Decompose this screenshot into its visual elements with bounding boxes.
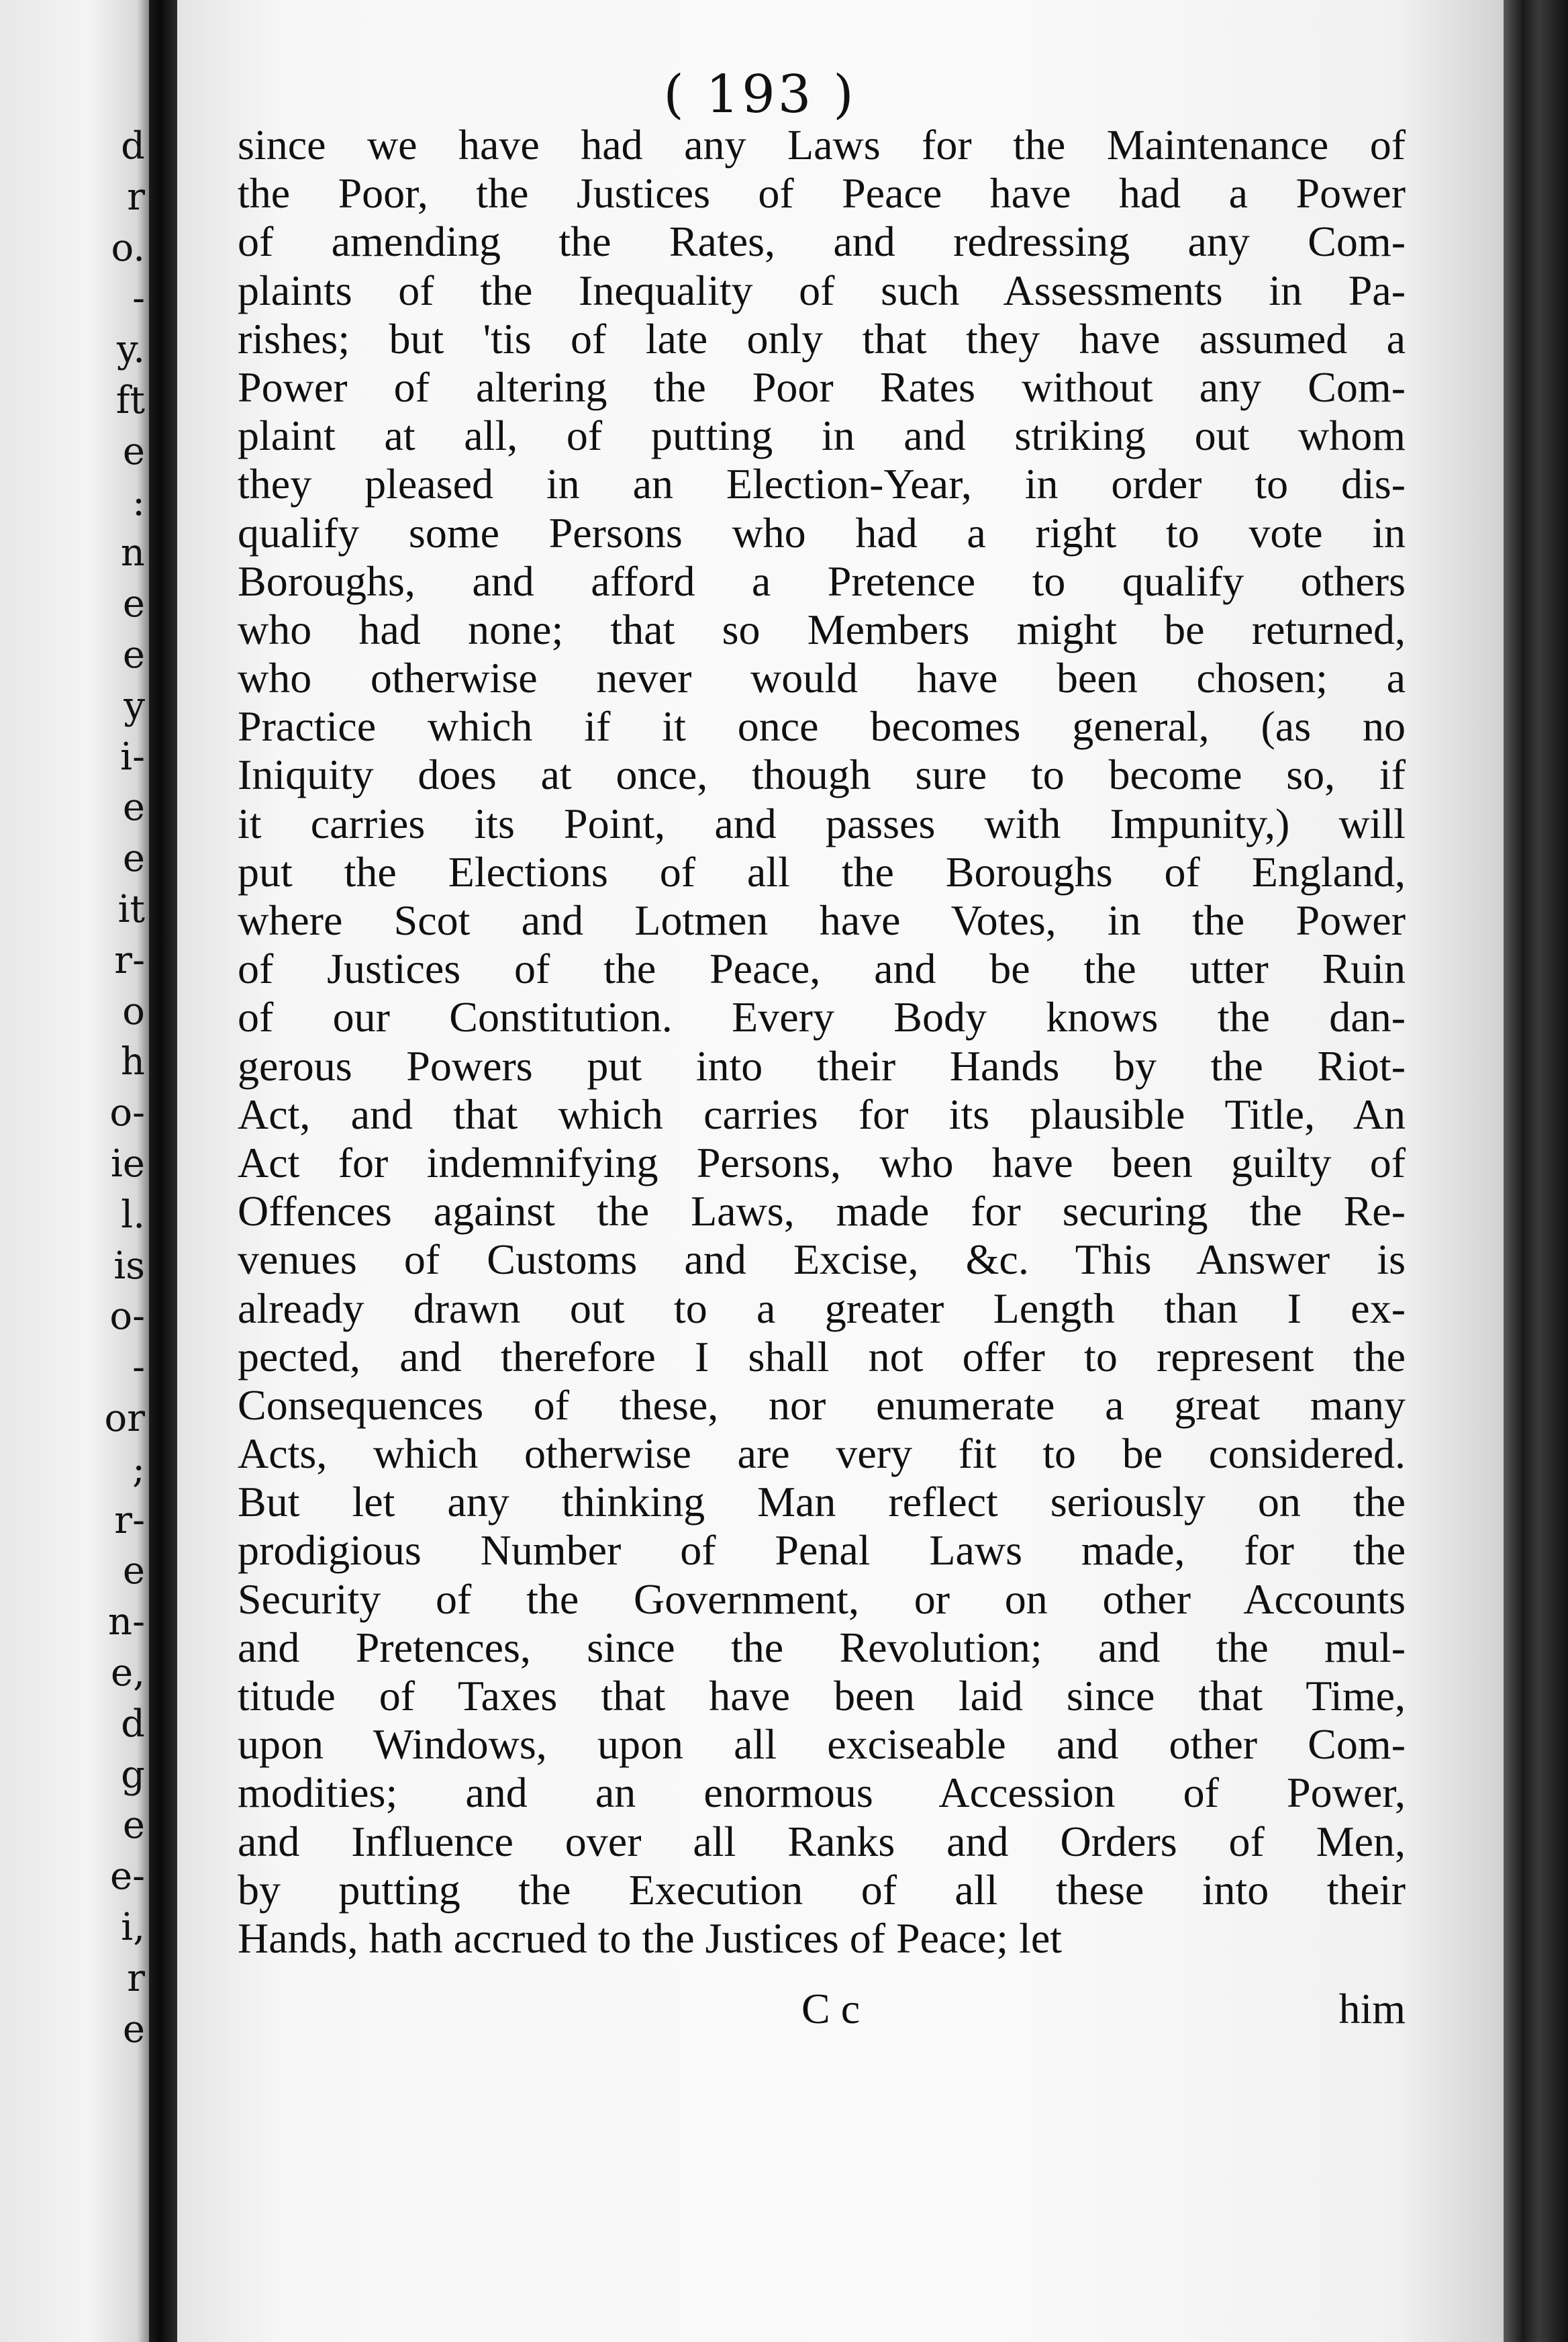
left-page-fragment: ie — [110, 1142, 145, 1186]
text-line: venues of Customs and Excise, &c. This Answer is — [238, 1235, 1406, 1284]
text-line: pected, and therefore I shall not offer to represent the — [238, 1332, 1406, 1380]
text-line: already drawn out to a greater Length than I ex- — [238, 1284, 1406, 1332]
text-line: Hands, hath accrued to the Justices of Peace; let — [238, 1914, 1062, 1962]
text-line: who otherwise never would have been chosen; a — [238, 654, 1406, 702]
left-page-fragment: i, — [121, 1906, 145, 1949]
left-page-fragment: is — [113, 1244, 145, 1288]
text-line: by putting the Execution of all these into their — [238, 1865, 1406, 1914]
right-page-edge — [1504, 0, 1568, 2342]
text-line: Act for indemnifying Persons, who have been guilty of — [238, 1138, 1406, 1186]
left-page-fragment: r — [127, 175, 145, 219]
left-page-fragment: i- — [120, 735, 145, 779]
left-page-fragment: o. — [111, 226, 145, 270]
left-page-fragment: ; — [132, 1447, 145, 1491]
text-line: Offences against the Laws, made for securing the Re- — [238, 1187, 1406, 1235]
text-line: Iniquity does at once, though sure to become so, if — [238, 751, 1406, 799]
left-page-fragment: e, — [111, 1651, 145, 1695]
text-line: qualify some Persons who had a right to vote in — [238, 508, 1406, 557]
left-page-fragment: g — [121, 1752, 145, 1797]
text-line: who had none; that so Members might be returned, — [238, 605, 1406, 653]
left-page-fragment: - — [132, 277, 145, 321]
left-page-fragment: e — [122, 633, 145, 677]
left-page-fragment: e — [122, 786, 145, 830]
text-line: since we have had any Laws for the Maintenance of — [238, 121, 1406, 169]
left-page-fragment: r- — [114, 938, 145, 982]
left-page-fragment: o- — [109, 1091, 145, 1135]
text-line: But let any thinking Man reflect seriously on the — [238, 1478, 1406, 1526]
text-line: and Influence over all Ranks and Orders of Men, — [238, 1817, 1406, 1865]
left-page-fragment: e — [122, 582, 145, 626]
left-page-fragment: y — [124, 684, 145, 728]
text-line: Power of altering the Poor Rates without any Com- — [238, 363, 1406, 411]
text-line: prodigious Number of Penal Laws made, for the — [238, 1526, 1406, 1575]
text-line: of amending the Rates, and redressing any Com- — [238, 218, 1406, 266]
left-page-fragment: n — [120, 531, 145, 575]
text-line: Acts, which otherwise are very fit to be considered. — [238, 1430, 1406, 1478]
catchword: him — [1338, 1985, 1406, 2032]
text-line: and Pretences, since the Revolution; and the mul- — [238, 1623, 1406, 1671]
text-line: of our Constitution. Every Body knows the dan- — [238, 993, 1406, 1041]
text-line: plaint at all, of putting in and striking out whom — [238, 412, 1406, 460]
text-line: the Poor, the Justices of Peace have had a Power — [238, 169, 1406, 218]
text-line: Practice which if it once becomes general, (as no — [238, 702, 1406, 751]
text-line: titude of Taxes that have been laid since that Time, — [238, 1672, 1406, 1720]
text-line: Act, and that which carries for its plausible Title, An — [238, 1090, 1406, 1138]
left-page-fragment: o- — [109, 1295, 145, 1339]
left-page-fragment: it — [117, 888, 145, 931]
text-line: rishes; but 'tis of late only that they have assumed a — [238, 314, 1406, 363]
left-page-fragment: e — [122, 2007, 145, 2051]
text-line: plaints of the Inequality of such Assessments in Pa- — [238, 266, 1406, 314]
left-page-fragment: e — [122, 1549, 145, 1593]
left-page-fragment: r- — [114, 1498, 145, 1542]
left-page-fragment: o — [122, 989, 145, 1033]
page-footer — [238, 1984, 1406, 2038]
left-page-fragment: r — [127, 1956, 145, 2000]
text-line: where Scot and Lotmen have Votes, in the Power — [238, 896, 1406, 944]
text-line: put the Elections of all the Boroughs of England, — [238, 847, 1406, 896]
left-page-fragment: n- — [108, 1600, 145, 1644]
left-page-fragment: - — [132, 1346, 145, 1390]
text-line: Consequences of these, nor enumerate a great many — [238, 1380, 1406, 1429]
text-line: modities; and an enormous Accession of Power, — [238, 1769, 1406, 1817]
text-line: of Justices of the Peace, and be the utter Ruin — [238, 945, 1406, 993]
left-page-fragment: e — [122, 837, 145, 881]
text-line: Security of the Government, or on other Accounts — [238, 1575, 1406, 1623]
left-page-fragment: : — [132, 480, 145, 524]
book-gutter — [149, 0, 177, 2342]
left-page-fragment: ft — [115, 379, 145, 422]
left-page-fragment: or — [104, 1397, 145, 1440]
text-line: gerous Powers put into their Hands by the Riot- — [238, 1041, 1406, 1090]
left-page-fragment: h — [120, 1040, 145, 1084]
left-page-fragment: e- — [109, 1855, 145, 1899]
text-line: upon Windows, upon all exciseable and other Com- — [238, 1720, 1406, 1769]
left-page-fragment: d — [121, 124, 145, 168]
left-page-fragment: e — [122, 1804, 145, 1848]
text-line: Boroughs, and afford a Pretence to qualify others — [238, 557, 1406, 605]
left-page-fragment: l. — [121, 1192, 145, 1237]
text-line: it carries its Point, and passes with Impunity,) will — [238, 799, 1406, 847]
left-page-fragment: y. — [117, 328, 145, 372]
left-page-fragment: e — [122, 429, 145, 473]
book-page — [177, 0, 1504, 2342]
body-text — [238, 121, 1406, 1963]
left-facing-page-edge — [0, 0, 149, 2342]
text-line: they pleased in an Election-Year, in order to dis- — [238, 460, 1406, 508]
signature-mark: C c — [801, 1985, 861, 2032]
left-page-fragment: d — [121, 1701, 145, 1746]
page-number: ( 193 ) — [663, 64, 856, 125]
